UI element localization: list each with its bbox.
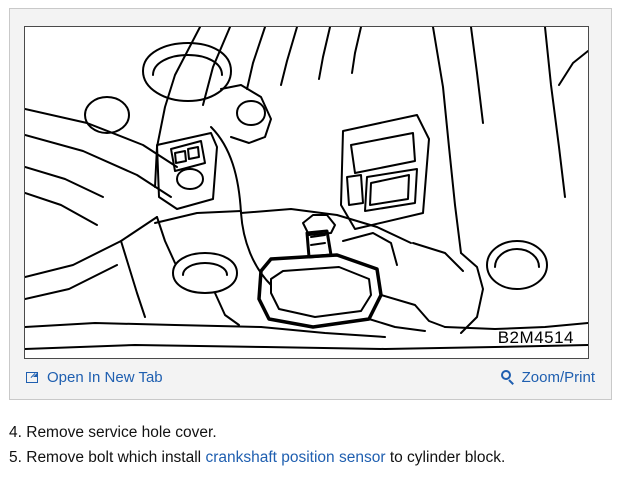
zoom-print-label: Zoom/Print [521, 369, 595, 386]
open-in-new-tab-icon [26, 371, 40, 385]
figure-actions-bar [10, 363, 611, 399]
step-item [9, 445, 612, 470]
figure-image [24, 26, 589, 359]
open-in-new-tab-label: Open In New Tab [47, 369, 163, 386]
step-item [9, 420, 612, 445]
magnifier-icon [501, 370, 516, 385]
instruction-steps [9, 420, 612, 470]
open-in-new-tab-button[interactable] [26, 369, 163, 386]
step-number: 4. [9, 424, 22, 441]
crankshaft-position-sensor-link[interactable]: crankshaft position sensor [205, 449, 386, 466]
step-text: Remove bolt which install [21, 449, 206, 466]
step-text-tail: to cylinder block. [385, 449, 506, 466]
step-number: 5. [9, 449, 22, 466]
zoom-print-button[interactable] [501, 369, 595, 386]
engine-diagram-drawing [25, 27, 588, 358]
step-text: Remove service hole cover. [21, 424, 217, 441]
figure-panel [9, 8, 612, 400]
figure-code-label: B2M4514 [497, 328, 574, 347]
